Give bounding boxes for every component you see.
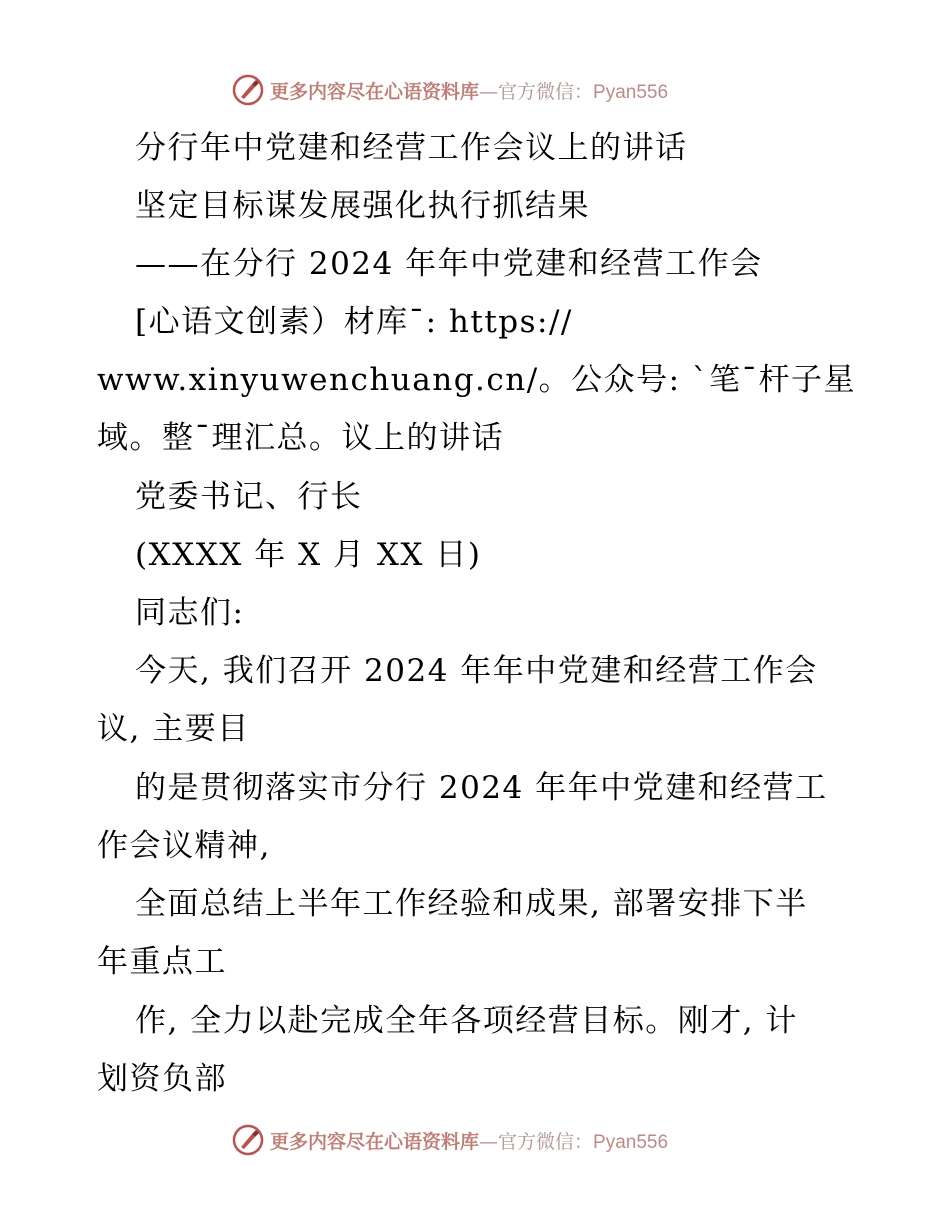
pen-logo-icon	[232, 1124, 264, 1156]
speaker-title: 党委书记、行长	[135, 479, 363, 515]
watermark-separator: —	[479, 1130, 499, 1153]
source-note-line-3: 域。整¯理汇总。议上的讲话	[97, 420, 504, 456]
speech-date: (XXXX 年 X 月 XX 日)	[135, 537, 482, 573]
watermark-banner-bottom	[232, 1122, 752, 1158]
paragraph-line: 的是贯彻落实市分行 2024 年年中党建和经营工	[135, 770, 828, 806]
watermark-account: Pyan556	[593, 1131, 669, 1153]
watermark-title: 更多内容尽在心语资料库	[270, 80, 480, 103]
speech-title: 分行年中党建和经营工作会议上的讲话	[135, 130, 688, 166]
paragraph-line: 今天, 我们召开 2024 年年中党建和经营工作会	[135, 653, 818, 689]
paragraph-line: 划资负部	[97, 1061, 227, 1097]
pen-logo-icon	[232, 74, 264, 106]
watermark-text	[270, 77, 668, 104]
watermark-official: 官方微信：	[498, 1130, 594, 1153]
salutation: 同志们:	[135, 595, 245, 631]
paragraph-line: 作会议精神,	[97, 828, 271, 864]
speech-subtitle: 坚定目标谋发展强化执行抓结果	[135, 188, 590, 224]
speech-occasion: ——在分行 2024 年年中党建和经营工作会	[135, 246, 763, 282]
watermark-title: 更多内容尽在心语资料库	[270, 1130, 480, 1153]
watermark-banner-top	[232, 72, 752, 108]
watermark-text	[270, 1127, 668, 1154]
source-note-line-1: [心语文创素）材库¯: https://	[135, 304, 573, 340]
paragraph-line: 全面总结上半年工作经验和成果, 部署安排下半	[135, 886, 808, 922]
paragraph-line: 议, 主要目	[97, 711, 250, 747]
paragraph-line: 年重点工	[97, 944, 227, 980]
watermark-official: 官方微信：	[498, 80, 594, 103]
paragraph-line: 作, 全力以赴完成全年各项经营目标。刚才, 计	[135, 1003, 798, 1039]
source-note-line-2: www.xinyuwenchuang.cn/。公众号: `笔¯杆子星	[97, 362, 856, 398]
watermark-account: Pyan556	[593, 81, 669, 103]
watermark-separator: —	[479, 80, 499, 103]
